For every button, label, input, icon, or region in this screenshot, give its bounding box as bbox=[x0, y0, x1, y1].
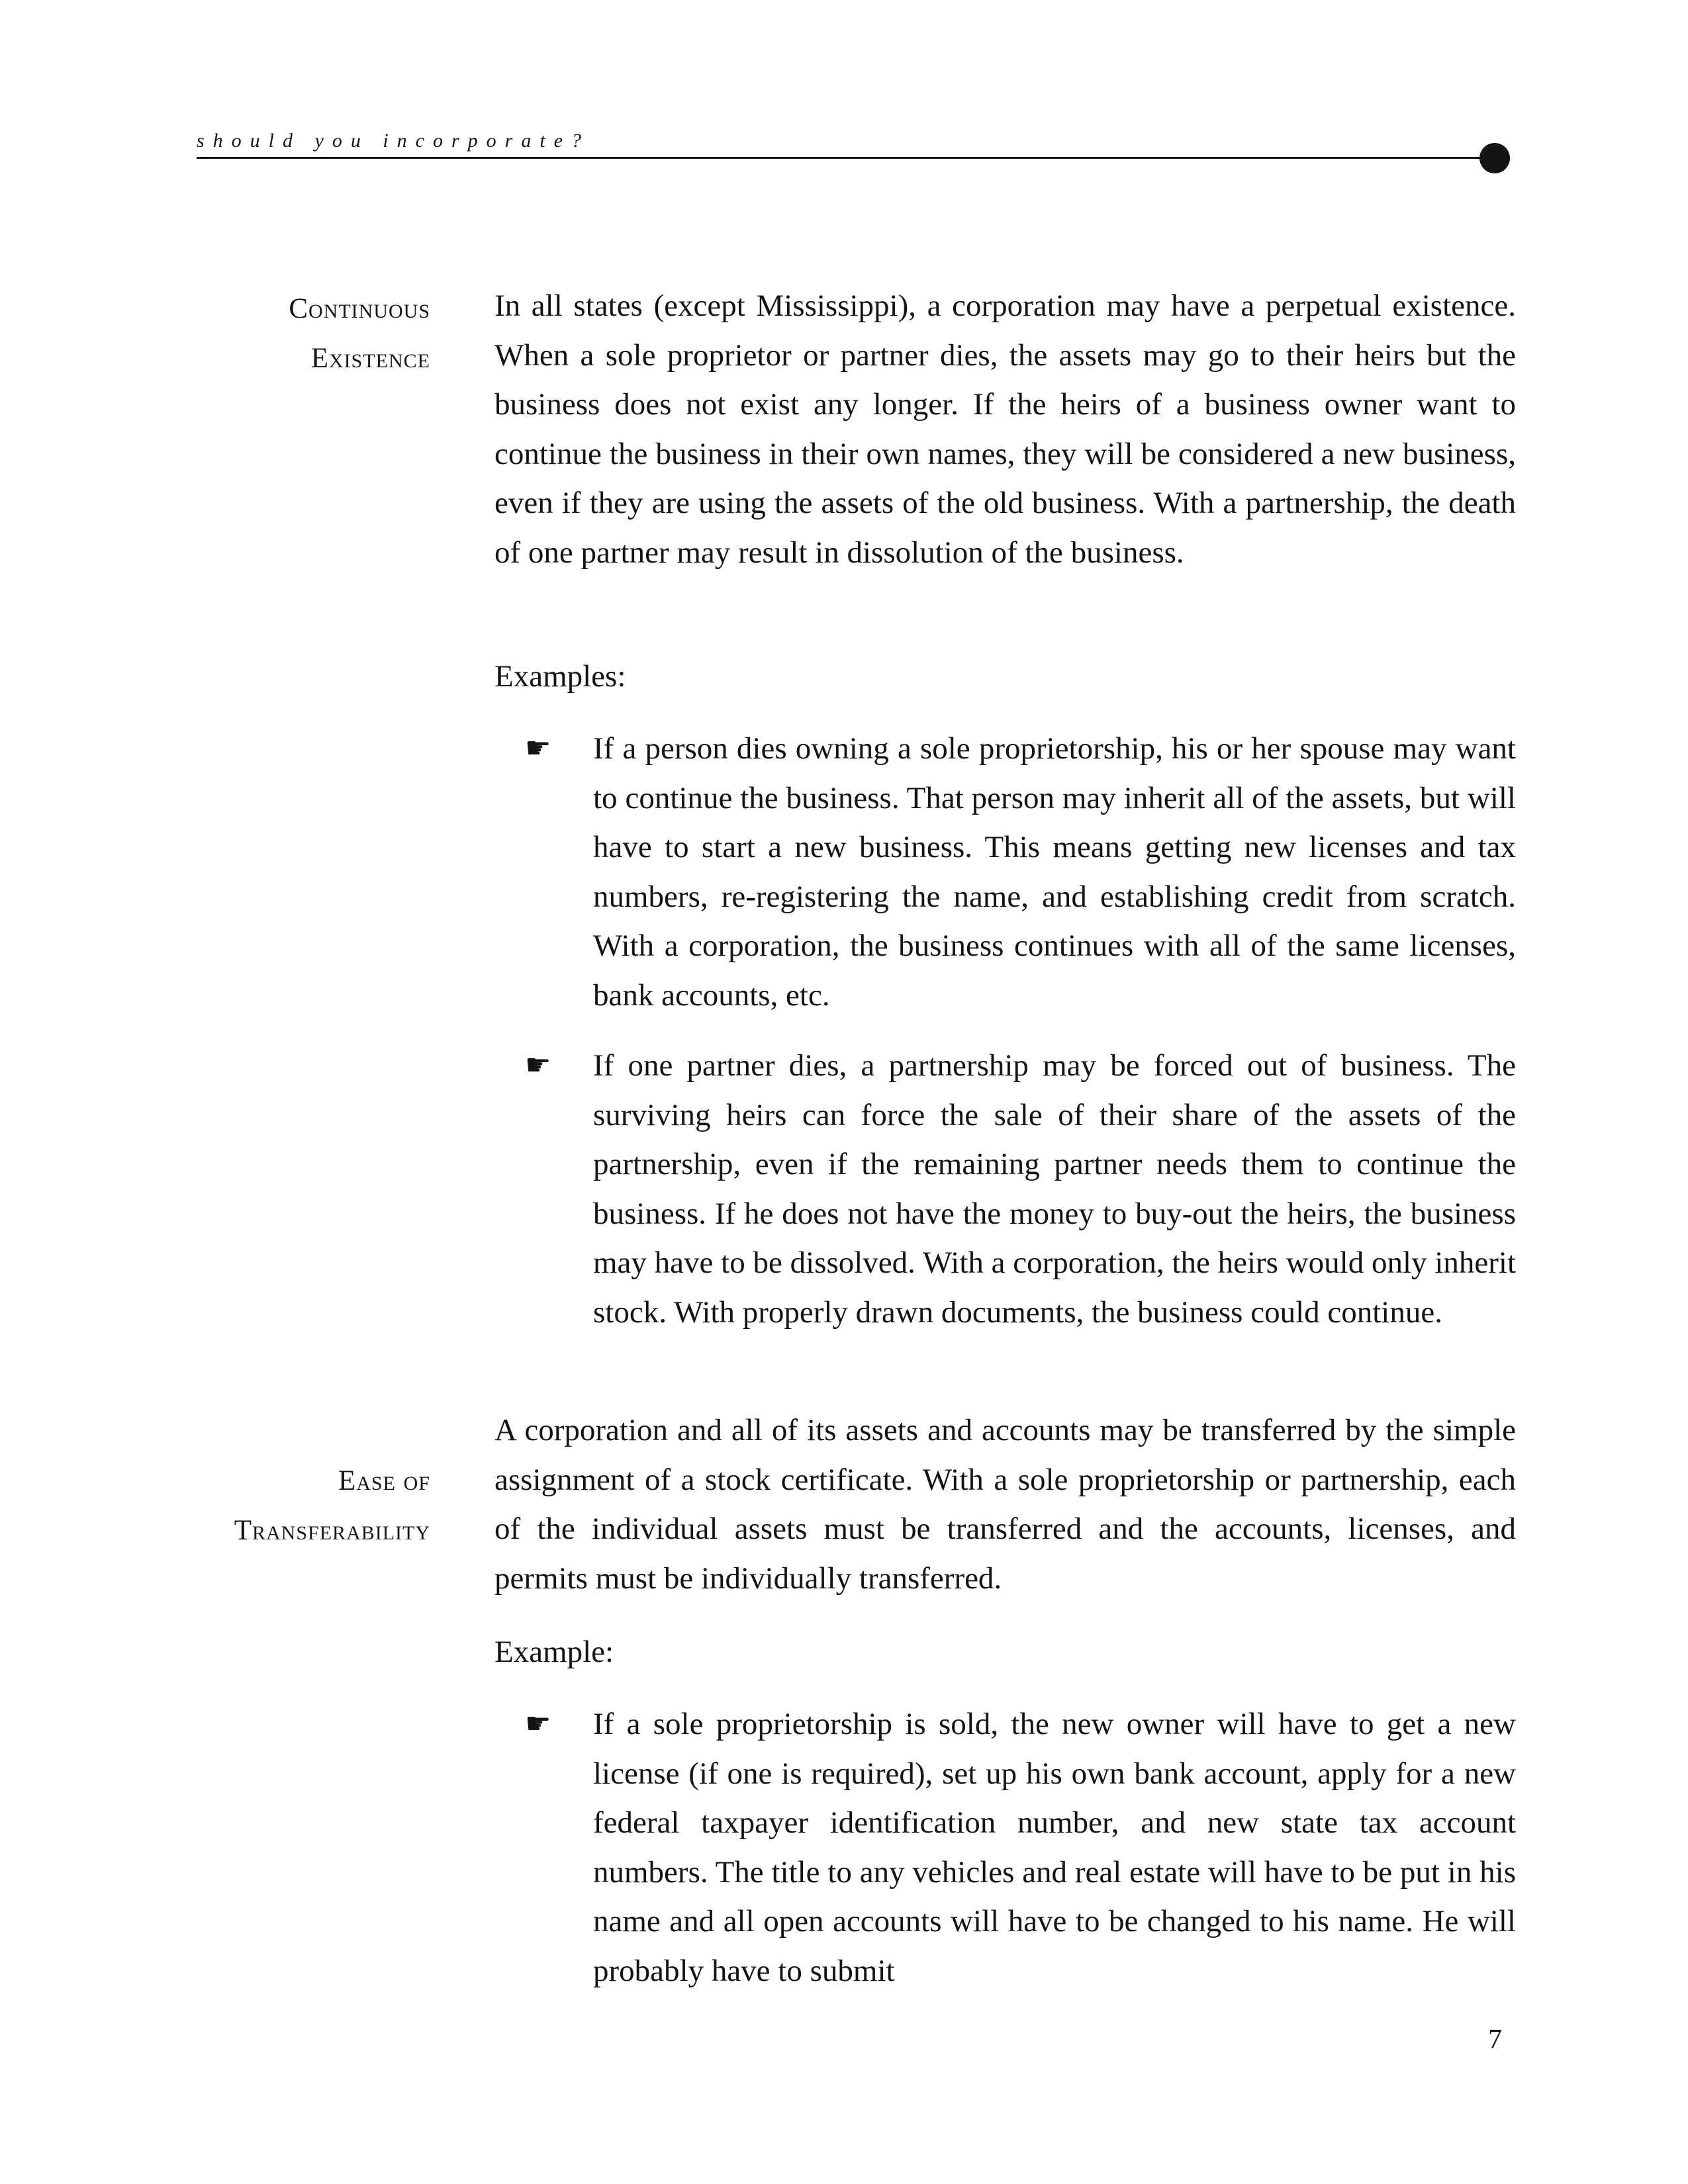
margin-heading-ease-of-transferability bbox=[159, 1456, 430, 1555]
page-number: 7 bbox=[1488, 2025, 1502, 2055]
paragraph-ease-of-transferability: A corporation and all of its assets and accounts may be transferred by the simple assignment of a stock certificate. With a sole proprietorship or partnership, each of the individual assets must be transferred and the accounts, licenses, and permits must be individually transferred. bbox=[494, 1413, 1516, 1596]
example-label: Example: bbox=[494, 1635, 614, 1669]
pointing-hand-icon: ☛ bbox=[525, 1049, 551, 1081]
margin-heading-line: Continuous bbox=[289, 293, 430, 324]
pointing-hand-icon: ☛ bbox=[525, 1707, 551, 1740]
margin-heading-line: Existence bbox=[310, 343, 430, 374]
margin-heading-line: Ease of bbox=[338, 1465, 430, 1496]
pointing-hand-icon: ☛ bbox=[525, 732, 551, 764]
paragraph-continuous-existence: In all states (except Mississippi), a corporation may have a perpetual existence. When a sole proprietor or partner dies, the assets may go to their heirs but the business does not exist any longer. If the heirs of a business owner want to continue the business in their own names, they will be considered a new business, even if they are using the assets of the old business. With a partnership, the death of one partner may result in dissolution of the business. bbox=[494, 289, 1516, 570]
running-title: should you incorporate? bbox=[197, 130, 590, 152]
examples-label: Examples: bbox=[494, 659, 626, 694]
header-rule bbox=[197, 157, 1494, 159]
bullet-item: If one partner dies, a partnership may be forced out of business. The surviving heirs can force the sale of their share of the assets of the partnership, even if the remaining partner needs them to continue the business. If he does not have the money to buy-out the heirs, the business may have to be dissolved. With a corporation, the heirs would only inherit stock. With properly drawn documents, the business could continue. bbox=[593, 1048, 1516, 1330]
bullet-item: If a sole proprietorship is sold, the new owner will have to get a new license (if one is required), set up his own bank account, apply for a new federal taxpayer identification number, and new state tax account numbers. The title to any vehicles and real estate will have to be put in his name and all open accounts will have to be changed to his name. He will probably have to submit bbox=[593, 1707, 1516, 1988]
margin-heading-continuous-existence bbox=[159, 284, 430, 383]
bullet-item: If a person dies owning a sole proprietorship, his or her spouse may want to continue the business. That person may inherit all of the assets, but will have to start a new business. This means getting new licenses and tax numbers, re-registering the name, and establishing credit from scratch. With a corporation, the business continues with all of the same licenses, bank accounts, etc. bbox=[593, 731, 1516, 1013]
header-dot-icon bbox=[1479, 143, 1510, 173]
margin-heading-line: Transferability bbox=[234, 1515, 430, 1546]
